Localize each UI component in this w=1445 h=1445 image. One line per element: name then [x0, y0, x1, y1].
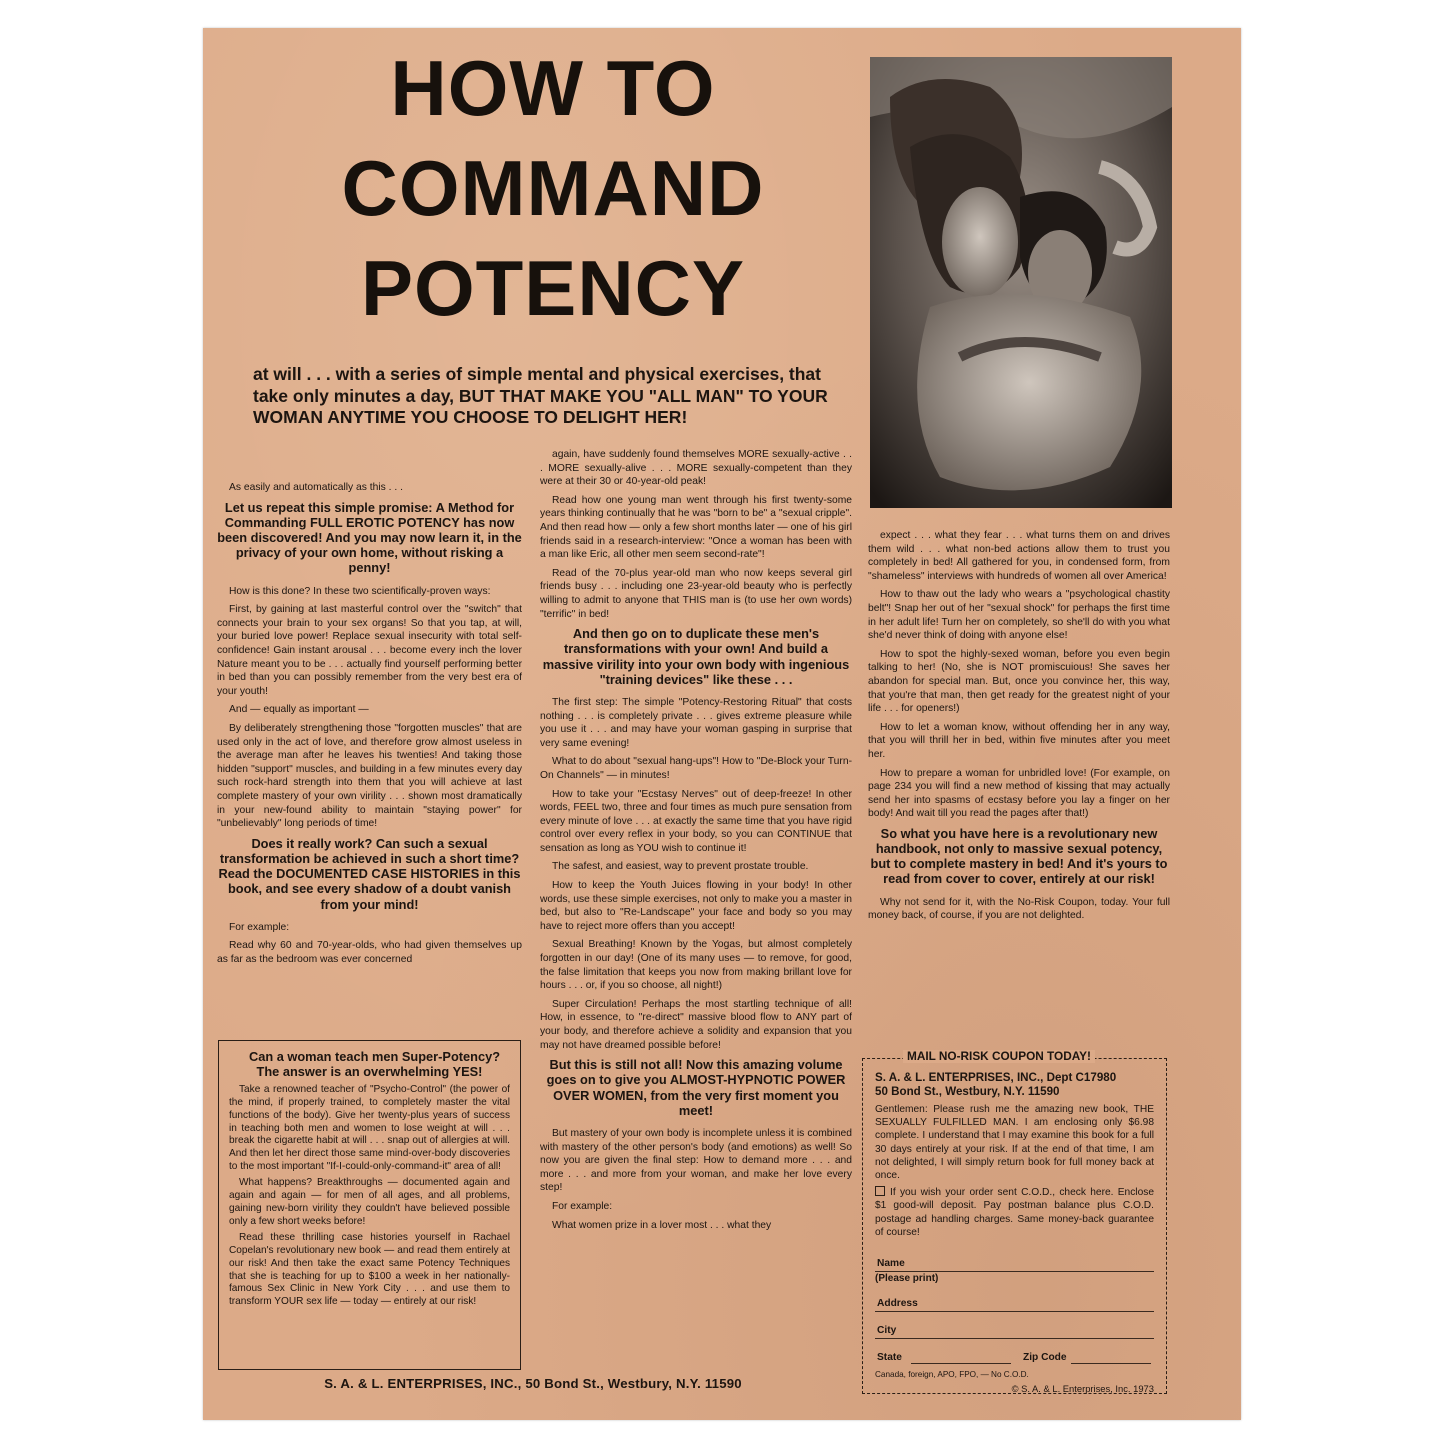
coupon-company: S. A. & L. ENTERPRISES, INC., Dept C17980: [875, 1071, 1117, 1084]
headline: [283, 38, 823, 338]
headline-line-3: POTENCY: [360, 244, 746, 332]
column-3: [868, 529, 1170, 928]
state-zip-lines: [875, 1365, 1154, 1366]
paragraph: For example:: [229, 921, 290, 933]
foreign-note: Canada, foreign, APO, FPO, — No C.O.D.: [875, 1370, 1029, 1380]
intro-line: As easily and automatically as this . . .: [229, 482, 403, 493]
box-paragraph: Read these thrilling case histories yourself in Rachael Copelan's revolutionary new book — and read them entirely at our risk! And then take the exact same Potency Techniques that she is teaching for up to $100 a week in her nationally-famous Sex Clinic in New York City . . . and use them to transform YOUR sex life — today — entirely at our risk!: [229, 1231, 510, 1308]
state-zip-row: [875, 1339, 1154, 1365]
couple-photo-image: [870, 57, 1172, 508]
paragraph: For example:: [552, 1200, 613, 1212]
box-paragraph: What happens? Breakthroughs — documented again and again and again — for men of all ages, and all problems, gaining new-born virility they couldn't have believed possible only a few short weeks before!: [229, 1177, 510, 1227]
coupon-street: 50 Bond St., Westbury, N.Y. 11590: [875, 1085, 1060, 1098]
coupon-header: MAIL NO-RISK COUPON TODAY!: [903, 1050, 1095, 1063]
city-field[interactable]: [875, 1312, 1154, 1339]
box-paragraph: Take a renowned teacher of "Psycho-Control" (the power of the mind, if properly trained, to completely master the vital functions of the body). Give her twenty-plus years of success in teaching both men and women to lose weight at will . . . break the cigarette habit at will . . . snap out of allergies at will. And then let her direct those same mind-over-body discoveries to the most important "If-I-could-only-command-it" area of all!: [229, 1083, 510, 1173]
paragraph: How is this done? In these two scientifically-proven ways:: [229, 585, 491, 597]
cod-text: If you wish your order sent C.O.D., check here. Enclose $1 good-will deposit. Pay postman balance plus C.O.D. postage ad handling charges. Same money-back guarantee of course!: [875, 1187, 1154, 1238]
paragraph: Read of the 70-plus year-old man who now keeps several girl friends busy . . . including one 23-year-old beauty who is perfectly willing to admit to anyone that THIS man is (to use her own words) "terrific" in bed!: [540, 567, 852, 620]
section-heading: And then go on to duplicate these men's transformations with your own! And build a massive virility into your own body with ingenious "training devices" like these . . .: [542, 626, 850, 687]
zip-line[interactable]: [1071, 1363, 1151, 1364]
order-coupon: [862, 1049, 1167, 1395]
section-heading: But this is still not all! Now this amazing volume goes on to give you ALMOST-HYPNOTIC POWER OVER WOMEN, from the very first moment you meet!: [546, 1057, 846, 1118]
paragraph: Why not send for it, with the No-Risk Coupon, today. Your full money back, of course, if you are not delighted.: [868, 896, 1170, 922]
paragraph: By deliberately strengthening those "forgotten muscles" that are used only in the act of love, and therefore grow almost useless in the average man after he leaves his twenties! And taking those hidden "support" muscles, and building in a few minutes every day such rock-hard strength into them that you will achieve at last complete mastery of your own virility . . . shown most dramatically in your new-found ability to maintain "staying power" for "unbelievably" long periods of time!: [217, 722, 522, 830]
paragraph: The first step: The simple "Potency-Restoring Ritual" that costs nothing . . . is completely private . . . gives extreme pleasure while you use it . . . and may have your woman gasping in surprise that very same evening!: [540, 696, 852, 749]
address-label: Address: [877, 1298, 918, 1310]
paragraph: Read how one young man went through his first twenty-some years thinking continually that he was "born to be" a "sexual cripple". And then read how — only a few short months later — one of his girl friends said in a research-interview: "Once a woman has been with a man like Eric, all other men seem second-rate"!: [540, 494, 852, 561]
paragraph: What women prize in a lover most . . . what they: [552, 1219, 772, 1231]
paragraph: But mastery of your own body is incomplete unless it is combined with mastery of the other person's body (and emotions) as well! So now you are given the final step: How to demand more . . . and more . . . and more from your woman, and make her love every step!: [540, 1128, 852, 1194]
headline-line-1: HOW TO: [390, 44, 716, 132]
footer-address: S. A. & L. ENTERPRISES, INC., 50 Bond St., Westbury, N.Y. 11590: [324, 1376, 742, 1391]
paragraph: again, have suddenly found themselves MORE sexually-active . . . MORE sexually-alive . . . MORE sexually-competent than they were at their 30 or 40-year-old peak!: [540, 449, 852, 488]
paragraph: How to take your "Ecstasy Nerves" out of deep-freeze! In other words, FEEL two, three and four times as much pure sensation from every minute of love . . . at exactly the same time that you have rigid control over every reflex in your body, so you can CONTINUE that sensation as long as YOU wish to continue it!: [540, 788, 852, 854]
city-label: City: [877, 1325, 897, 1337]
section-heading: So what you have here is a revolutionary new handbook, not only to massive sexual potency, but to complete mastery in bed! And it's yours to read from cover to cover, entirely at our risk!: [870, 825, 1168, 887]
box-title: Can a woman teach men Super-Potency? The answer is an overwhelming YES!: [248, 1049, 501, 1080]
paragraph: Read why 60 and 70-year-olds, who had given themselves up as far as the bedroom was ever concerned: [217, 940, 522, 965]
paragraph: First, by gaining at last masterful control over the "switch" that connects your brain to your sex organs! So that you tap, at will, your buried love power! Replace sexual insecurity with total self-confidence! Gain instant arousal . . . become every inch the lover Nature meant you to be . . . actually find yourself performing better in bed than you can possibly remember from the very best era of your youth!: [217, 604, 522, 697]
paragraph: Sexual Breathing! Known by the Yogas, but almost completely forgotten in our day! (One of its many uses — to remove, for good, the false limitation that keeps you now from making brillant love for hours . . . or, if you so choose, all night!): [540, 939, 852, 992]
sidebar-box: [218, 1040, 521, 1370]
column-2: [540, 448, 852, 1237]
print-note: (Please print): [875, 1273, 939, 1285]
column-1: [217, 481, 522, 972]
couple-photo: [870, 57, 1172, 508]
headline-line-2: COMMAND: [341, 144, 765, 232]
state-line[interactable]: [911, 1363, 1011, 1364]
paragraph: expect . . . what they fear . . . what turns them on and drives them wild . . . what non-bed actions allow them to trust you completely in bed! All gathered for you, in condensed form, from "shameless" interviews with hundreds of women all over America!: [868, 530, 1170, 582]
zip-label: Zip Code: [1023, 1352, 1067, 1364]
paragraph: What to do about "sexual hang-ups"! How to "De-Block your Turn-On Channels" — in minutes!: [540, 756, 852, 781]
address-field[interactable]: [875, 1285, 1154, 1312]
cod-checkbox[interactable]: [875, 1186, 885, 1196]
copyright: © S. A. & L. Enterprises, Inc. 1973: [1011, 1383, 1154, 1395]
paragraph: How to let a woman know, without offending her in any way, that you will thrill her in bed, within five minutes after you meet her.: [868, 721, 1170, 760]
paragraph: How to thaw out the lady who wears a "psychological chastity belt"! Snap her out of her "sexual shock" for perhaps the first time in her adult life! Turn her on completely, so she'll do with you what she'd never think of doing with anyone else!: [868, 589, 1170, 642]
name-label: Name: [877, 1257, 905, 1269]
paragraph: The safest, and easiest, way to prevent prostate trouble.: [552, 861, 809, 873]
coupon-body: Gentlemen: Please rush me the amazing new book, THE SEXUALLY FULFILLED MAN. I am enclosing only $6.98 complete. I understand that I may examine this book for a full 30 days entirely at your risk. If at the end of that time, I am not delighted, I will simply return book for full money back at once.: [875, 1104, 1154, 1182]
state-label: State: [877, 1352, 902, 1364]
paragraph: How to keep the Youth Juices flowing in your body! In other words, use these simple exercises, not only to make you a master in bed, but also to "Re-Landscape" your face and body so you may have to reject more offers than you accept!: [540, 880, 852, 932]
promise-heading: Let us repeat this simple promise: A Method for Commanding FULL EROTIC POTENCY has now been discovered! And you may now learn it, in the privacy of your own home, without risking a penny!: [217, 499, 522, 576]
ad-page: [203, 28, 1241, 1420]
paragraph: Super Circulation! Perhaps the most startling technique of all! How, in essence, to "re-direct" massive blood flow to ANY part of your body, and therefore achieve a solidity and expansion that you may not have dreamed possible before!: [540, 998, 852, 1051]
cod-option[interactable]: [875, 1186, 1154, 1239]
paragraph: How to prepare a woman for unbridled love! (For example, on page 234 you will find a new method of kissing that may actually send her into spasms of ecstasy before you lay a finger on her body! And wait till you read the pages after that!): [868, 767, 1170, 820]
name-field[interactable]: [875, 1245, 1154, 1272]
subheadline: at will . . . with a series of simple mental and physical exercises, that take only minutes a day, BUT THAT MAKE YOU "ALL MAN" TO YOUR WOMAN ANYTIME YOU CHOOSE TO DELIGHT HER!: [253, 364, 828, 427]
paragraph: And — equally as important —: [229, 704, 369, 716]
question-heading: Does it really work? Can such a sexual transformation be achieved in such a short time? Read the DOCUMENTED CASE HISTORIES in this book, and see every shadow of a doubt vanish from your mind!: [218, 835, 521, 912]
paragraph: How to spot the highly-sexed woman, before you even begin talking to her! (No, she is NOT promiscuious! She saves her abandon for special man. But, once you convince her, this way, that you're that man, then get ready for the greatest night of your life . . . for openers!): [868, 648, 1170, 715]
